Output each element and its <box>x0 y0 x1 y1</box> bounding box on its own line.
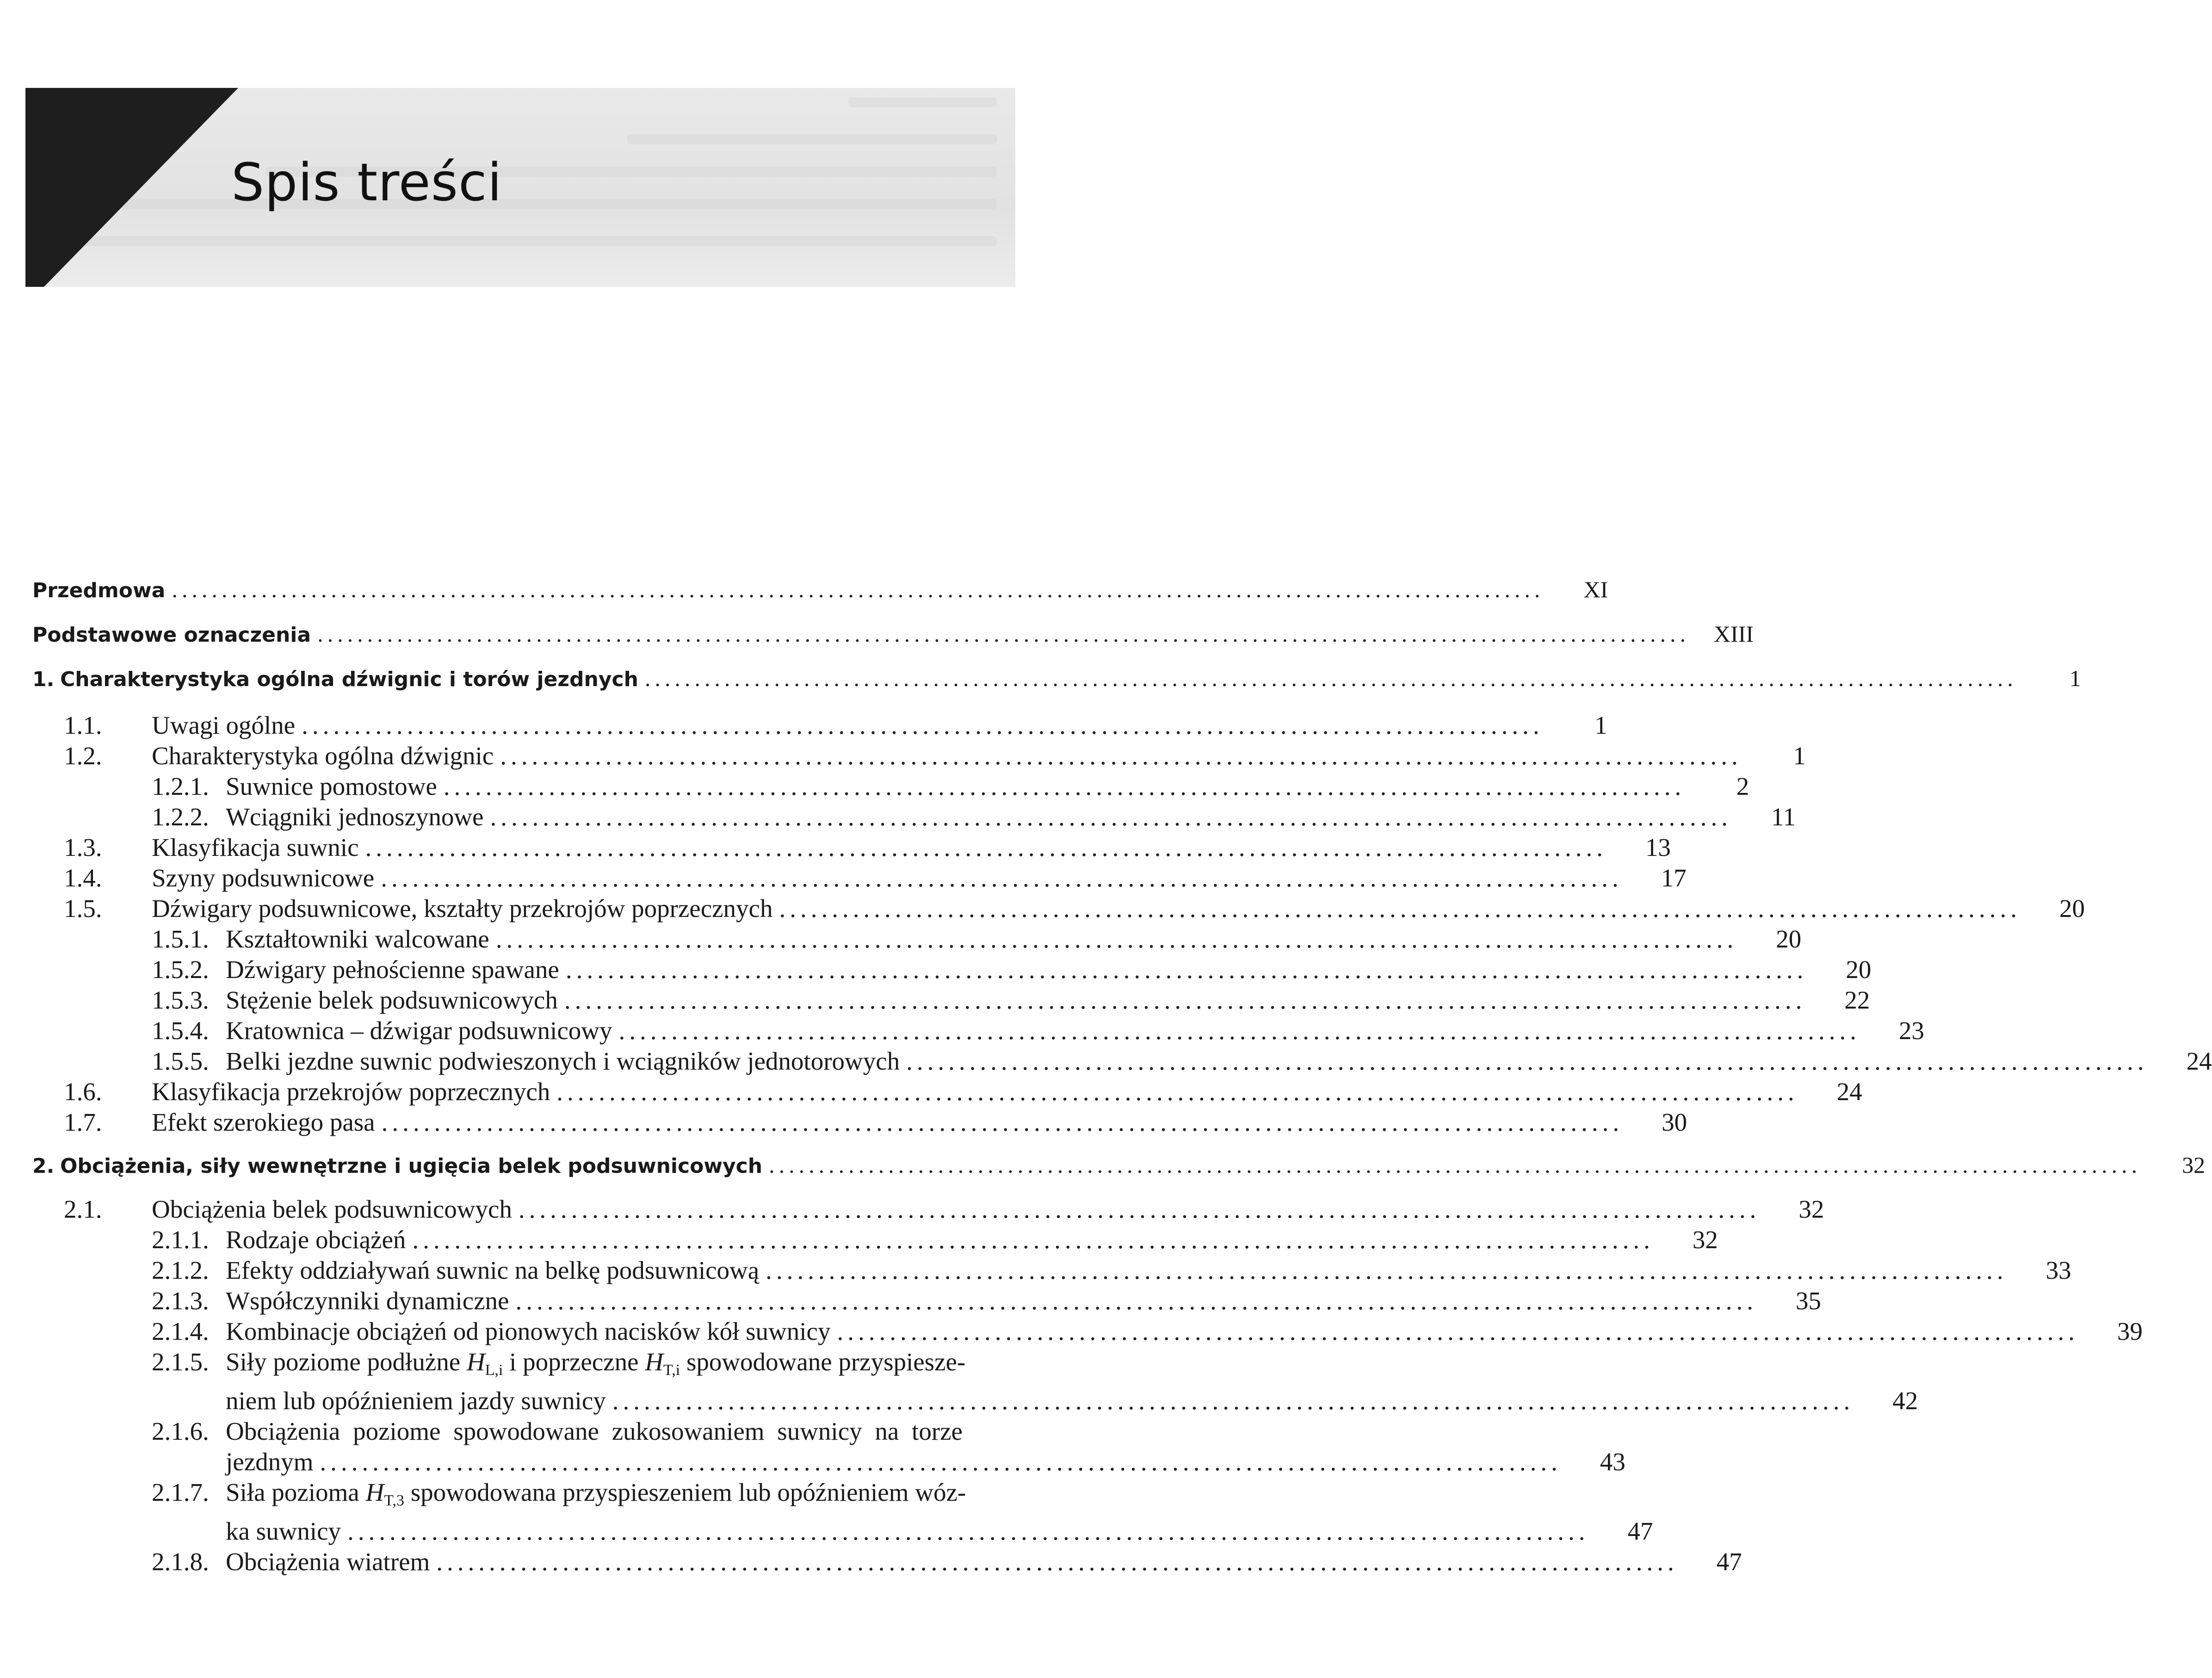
entry-title-part: spowodowana przyspieszeniem lub opóźnieniem wóz- <box>404 1478 966 1506</box>
dot-leader: .......................................................................................................................................... <box>769 1152 2142 1178</box>
toc-entry-1-3[interactable] <box>32 832 1671 863</box>
dot-leader: ...................................................................................................................... <box>302 711 1544 739</box>
toc-entry-1-5-4[interactable] <box>32 1015 1924 1046</box>
dot-leader: .......................................................................................................................................... <box>172 576 1545 602</box>
entry-title: Szyny podsuwnicowe <box>152 864 375 892</box>
toc-entry-label: Przedmowa <box>32 579 166 602</box>
toc-chapter-2[interactable] <box>32 1152 2206 1178</box>
toc-page-number: 32 <box>1692 1226 1718 1254</box>
entry-first-line <box>32 1347 1018 1386</box>
dot-leader: ...................................................................................................................... <box>612 1387 1854 1415</box>
toc-page-number: XIII <box>1714 621 1754 647</box>
toc-page-number: 43 <box>1600 1448 1625 1476</box>
entry-number: 2.1.1. <box>152 1226 209 1254</box>
entry-continuation-line <box>32 1386 1918 1416</box>
dot-leader: ...................................................................................................................... <box>518 1195 1761 1223</box>
toc-page-number: 47 <box>1627 1517 1653 1545</box>
toc-page-number: 20 <box>1846 955 1872 984</box>
toc-page-number: 32 <box>1798 1195 1824 1223</box>
entry-title: Kratownica – dźwigar podsuwnicowy <box>226 1016 612 1045</box>
toc-page-number: 23 <box>1898 1016 1924 1045</box>
entry-number: 2.1.7. <box>152 1478 209 1506</box>
entry-continuation-line <box>32 1516 1653 1547</box>
toc-entry-1-5[interactable] <box>32 893 2085 924</box>
entry-number: 1.5.4. <box>152 1016 209 1045</box>
entry-title: Obciążenia belek podsuwnicowych <box>152 1195 512 1223</box>
toc-entry-2-1-7[interactable] <box>32 1477 1653 1547</box>
dot-leader: ...................................................................................................................... <box>556 1077 1798 1106</box>
dot-leader: ...................................................................................................................... <box>564 986 1806 1014</box>
entry-title: Uwagi ogólne <box>152 711 296 739</box>
toc-page-number: 32 <box>2182 1152 2206 1178</box>
entry-title: Belki jezdne suwnic podwieszonych i wciągników jednotorowych <box>226 1047 900 1075</box>
entry-continuation-line <box>32 1447 1625 1477</box>
entry-title: Dźwigary podsuwnicowe, kształty przekrojów poprzecznych <box>152 894 773 923</box>
entry-title: Klasyfikacja przekrojów poprzecznych <box>152 1077 550 1106</box>
entry-number: 1.2.2. <box>152 803 209 831</box>
entry-number: 2.1.6. <box>152 1417 209 1445</box>
math-symbol: H <box>466 1348 485 1376</box>
dot-leader: ...................................................................................................................... <box>443 772 1686 800</box>
toc-page-number: 24 <box>2186 1047 2212 1075</box>
dot-leader: ...................................................................................................................... <box>906 1047 2148 1075</box>
dot-leader: ...................................................................................................................... <box>495 925 1738 953</box>
entry-title: Charakterystyka ogólna dźwignic <box>152 742 494 770</box>
entry-number: 1.7. <box>64 1108 102 1136</box>
dot-leader: ...................................................................................................................... <box>320 1448 1562 1476</box>
dot-leader: ...................................................................................................................... <box>381 864 1623 892</box>
toc-page-number: 22 <box>1844 986 1870 1014</box>
toc-page-number: XI <box>1583 576 1608 602</box>
toc-page-number: 42 <box>1892 1387 1918 1415</box>
toc-entry-1-1[interactable] <box>32 710 1607 741</box>
dot-leader: ...................................................................................................................... <box>837 1317 2079 1345</box>
entry-title-part: Siły poziome podłużne <box>226 1348 467 1376</box>
toc-chapter-1[interactable] <box>32 665 2081 692</box>
entry-number: 1.4. <box>64 864 102 892</box>
toc-entry-1-2-2[interactable] <box>32 802 1796 832</box>
math-subscript: T,3 <box>384 1492 404 1509</box>
entry-title-part: Siła pozioma <box>226 1478 366 1506</box>
toc-entry-1-4[interactable] <box>32 863 1687 893</box>
dot-leader: ...................................................................................................................... <box>618 1016 1860 1045</box>
toc-entry-1-5-1[interactable] <box>32 924 1802 954</box>
chapter-title: Charakterystyka ogólna dźwignic i torów jezdnych <box>60 668 638 691</box>
chapter-number: 1. <box>32 668 55 691</box>
toc-entry-przedmowa[interactable] <box>32 576 1608 603</box>
toc-page-number: 20 <box>2059 894 2085 923</box>
toc-page-number: 35 <box>1795 1287 1821 1315</box>
entry-title: Kombinacje obciążeń od pionowych nacisków kół suwnicy <box>226 1317 831 1345</box>
toc-entry-2-1-8[interactable] <box>32 1547 1742 1577</box>
entry-title: Obciążenia poziome spowodowane zukosowaniem suwnicy na torze <box>226 1417 963 1445</box>
toc-page-number: 20 <box>1776 925 1802 953</box>
entry-title: Klasyfikacja suwnic <box>152 833 359 861</box>
toc-entry-2-1-4[interactable] <box>32 1316 2143 1347</box>
entry-title: Dźwigary pełnościenne spawane <box>226 955 559 984</box>
entry-number: 1.5. <box>64 894 102 923</box>
toc-entry-1-5-5[interactable] <box>32 1046 2212 1077</box>
toc-page-number: 13 <box>1645 833 1671 861</box>
chapter-title: Obciążenia, siły wewnętrzne i ugięcia belek podsuwnicowych <box>60 1154 763 1178</box>
toc-page-number: 1 <box>1793 742 1806 770</box>
dot-leader: .......................................................................................................................................... <box>317 621 1690 647</box>
toc-entry-1-6[interactable] <box>32 1077 1862 1107</box>
chapter-1-sections <box>32 710 2212 1138</box>
entry-title: Rodzaje obciążeń <box>226 1226 406 1254</box>
entry-title: Stężenie belek podsuwnicowych <box>226 986 558 1014</box>
toc-entry-label: Podstawowe oznaczenia <box>32 623 311 647</box>
entry-title: Suwnice pomostowe <box>226 772 437 800</box>
toc-entry-1-2-1[interactable] <box>32 771 1749 802</box>
entry-number: 2.1.5. <box>152 1348 209 1376</box>
toc-entry-2-1-5[interactable] <box>32 1347 1918 1416</box>
entry-title: Efekt szerokiego pasa <box>152 1108 375 1136</box>
entry-title: Wciągniki jednoszynowe <box>226 803 484 831</box>
entry-number: 1.5.3. <box>152 986 209 1014</box>
toc-page-number: 1 <box>2069 665 2081 691</box>
toc-entry-1-2[interactable] <box>32 741 1806 771</box>
toc-entry-1-5-3[interactable] <box>32 985 1870 1015</box>
toc-page-number: 33 <box>2045 1256 2071 1284</box>
toc-page-number: 2 <box>1736 772 1749 800</box>
dot-leader: .......................................................................................................................................... <box>644 665 2017 691</box>
page-title: Spis treści <box>231 153 502 213</box>
entry-number: 1.5.1. <box>152 925 209 953</box>
toc-page-number: 39 <box>2117 1317 2143 1345</box>
entry-title-part: spowodowane przyspiesze- <box>680 1348 966 1376</box>
math-symbol: H <box>645 1348 663 1376</box>
math-subscript: T,i <box>663 1362 680 1379</box>
entry-number: 2.1. <box>64 1195 102 1223</box>
entry-number: 1.5.2. <box>152 955 209 984</box>
entry-first-line <box>32 1416 1018 1447</box>
entry-number: 1.3. <box>64 833 102 861</box>
dot-leader: ...................................................................................................................... <box>381 1108 1624 1136</box>
entry-title <box>226 1477 966 1516</box>
entry-number: 2.1.3. <box>152 1287 209 1315</box>
toc-page-number: 1 <box>1594 711 1607 739</box>
toc-entry-2-1-6[interactable] <box>32 1416 1625 1477</box>
table-of-contents <box>32 576 2212 1577</box>
entry-number: 1.1. <box>64 711 102 739</box>
entry-number: 2.1.2. <box>152 1256 209 1284</box>
dot-leader: ...................................................................................................................... <box>565 955 1808 984</box>
chapter-number: 2. <box>32 1154 55 1178</box>
entry-title <box>226 1347 965 1386</box>
entry-number: 1.2.1. <box>152 772 209 800</box>
dot-leader: ...................................................................................................................... <box>779 894 2021 923</box>
toc-entry-oznaczenia[interactable] <box>32 620 1754 647</box>
math-subscript: L,i <box>485 1362 503 1379</box>
bleed-through-text <box>627 134 997 144</box>
toc-entry-2-1-1[interactable] <box>32 1225 1718 1255</box>
dot-leader: ...................................................................................................................... <box>436 1548 1678 1576</box>
dot-leader: ...................................................................................................................... <box>412 1226 1654 1254</box>
entry-number: 2.1.8. <box>152 1548 209 1576</box>
header-band <box>25 88 1015 287</box>
toc-entry-2-1-2[interactable] <box>32 1255 2071 1286</box>
toc-page-number: 17 <box>1661 864 1687 892</box>
entry-number: 1.2. <box>64 742 102 770</box>
dot-leader: ...................................................................................................................... <box>515 1287 1757 1315</box>
entry-title-continuation: niem lub opóźnieniem jazdy suwnicy <box>226 1387 606 1415</box>
bleed-through-text <box>849 97 997 107</box>
dot-leader: ...................................................................................................................... <box>766 1256 2008 1284</box>
entry-title: Efekty oddziaływań suwnic na belkę podsuwnicową <box>226 1256 760 1284</box>
entry-first-line <box>32 1477 1018 1516</box>
entry-number: 1.5.5. <box>152 1047 209 1075</box>
toc-page-number: 11 <box>1771 803 1796 831</box>
entry-title: Obciążenia wiatrem <box>226 1548 430 1576</box>
toc-entry-2-1-3[interactable] <box>32 1286 1821 1316</box>
toc-page-number: 24 <box>1836 1077 1862 1106</box>
dot-leader: ...................................................................................................................... <box>500 742 1742 770</box>
toc-entry-2-1[interactable] <box>32 1194 1824 1225</box>
entry-number: 2.1.4. <box>152 1317 209 1345</box>
entry-title: Współczynniki dynamiczne <box>226 1287 509 1315</box>
toc-entry-1-5-2[interactable] <box>32 954 1872 985</box>
entry-title-part: i poprzeczne <box>503 1348 645 1376</box>
toc-page-number: 47 <box>1716 1548 1742 1576</box>
dot-leader: ...................................................................................................................... <box>365 833 1607 861</box>
entry-title-continuation: ka suwnicy <box>226 1517 341 1545</box>
chapter-2-sections <box>32 1194 2143 1577</box>
toc-page-number: 30 <box>1662 1108 1687 1136</box>
entry-title-continuation: jezdnym <box>226 1448 314 1476</box>
corner-triangle-decoration <box>25 88 238 287</box>
math-symbol: H <box>365 1478 384 1506</box>
toc-entry-1-7[interactable] <box>32 1107 1687 1138</box>
entry-number: 1.6. <box>64 1077 102 1106</box>
entry-title: Kształtowniki walcowane <box>226 925 489 953</box>
dot-leader: ...................................................................................................................... <box>347 1517 1589 1545</box>
dot-leader: ...................................................................................................................... <box>490 803 1732 831</box>
